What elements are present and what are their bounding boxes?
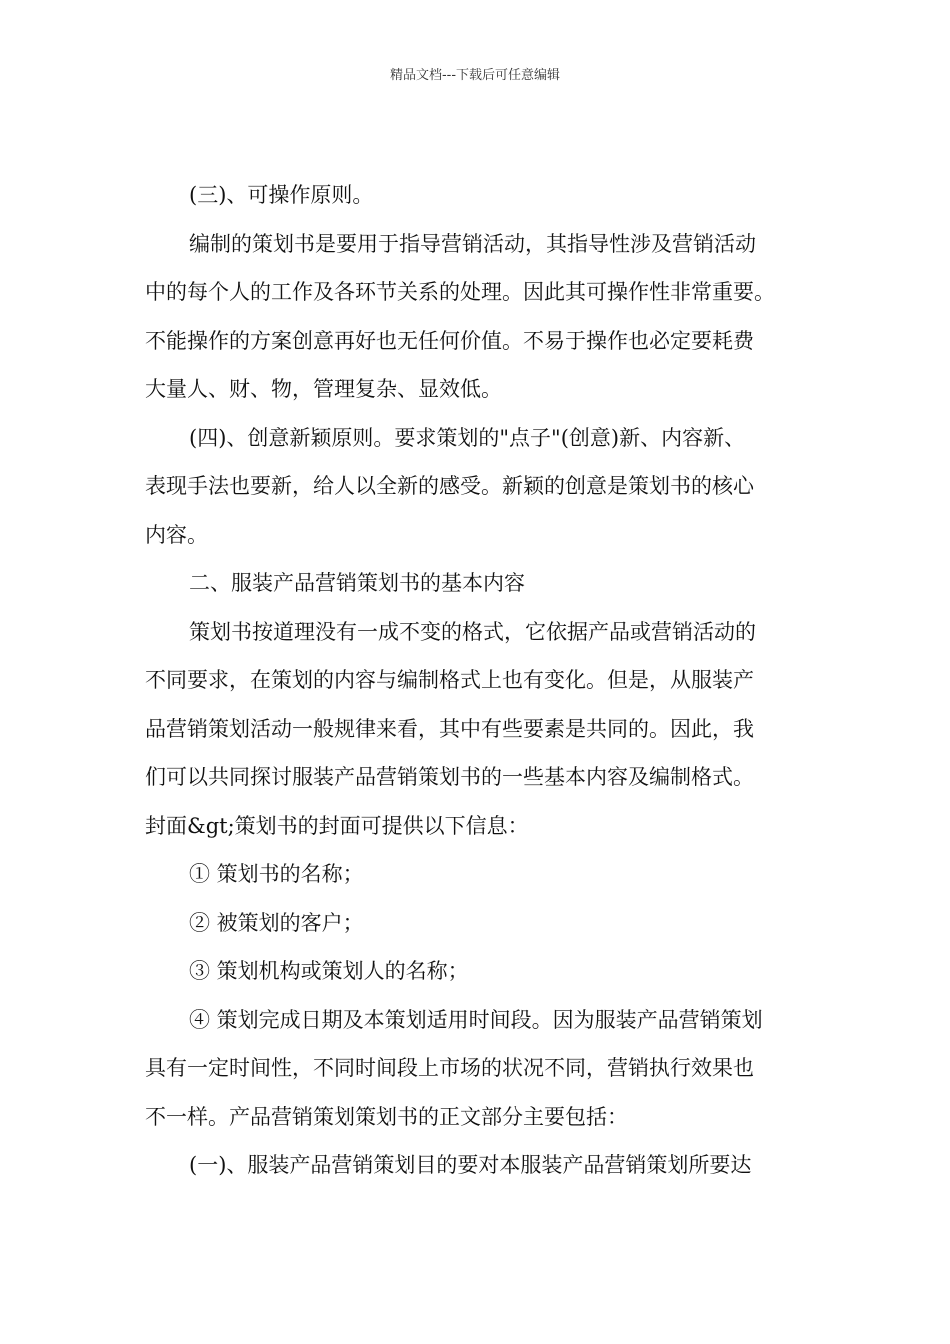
text-line: 封面&gt;策划书的封面可提供以下信息： bbox=[145, 813, 529, 838]
text-line: 策划书按道理没有一成不变的格式，它依据产品或营销活动的 bbox=[189, 619, 756, 644]
text-line: 表现手法也要新，给人以全新的感受。新颖的创意是策划书的核心 bbox=[145, 474, 754, 498]
text-line: 具有一定时间性，不同时间段上市场的状况不同，营销执行效果也 bbox=[145, 1056, 754, 1080]
text-line: 中的每个人的工作及各环节关系的处理。因此其可操作性非常重要。 bbox=[145, 280, 775, 304]
section-heading: 二、服装产品营销策划书的基本内容 bbox=[189, 571, 525, 595]
text-line: 不能操作的方案创意再好也无任何价值。不易于操作也必定要耗费 bbox=[145, 328, 754, 353]
list-item: ① 策划书的名称； bbox=[189, 862, 364, 886]
text-line: 编制的策划书是要用于指导营销活动，其指导性涉及营销活动 bbox=[189, 231, 756, 256]
list-item: ② 被策划的客户； bbox=[189, 910, 364, 935]
text-line: 不一样。产品营销策划策划书的正文部分主要包括： bbox=[145, 1104, 628, 1129]
text-line: 不同要求，在策划的内容与编制格式上也有变化。但是，从服装产 bbox=[145, 668, 754, 692]
text-line: (三)、可操作原则。 bbox=[189, 183, 374, 207]
text-line: 内容。 bbox=[145, 522, 208, 547]
page-header: 精品文档---下载后可任意编辑 bbox=[389, 68, 561, 83]
text-line: 大量人、财、物，管理复杂、显效低。 bbox=[145, 377, 502, 401]
document-body bbox=[145, 171, 815, 1190]
text-line: (四)、创意新颖原则。要求策划的"点子"(创意)新、内容新、 bbox=[189, 425, 746, 450]
text-line: 品营销策划活动一般规律来看，其中有些要素是共同的。因此，我 bbox=[145, 716, 754, 741]
list-item: ③ 策划机构或策划人的名称； bbox=[189, 959, 469, 983]
text-line: 们可以共同探讨服装产品营销策划书的一些基本内容及编制格式。 bbox=[145, 765, 754, 789]
text-line: (一)、服装产品营销策划目的要对本服装产品营销策划所要达 bbox=[189, 1153, 752, 1177]
list-item: ④ 策划完成日期及本策划适用时间段。因为服装产品营销策划 bbox=[189, 1007, 763, 1032]
